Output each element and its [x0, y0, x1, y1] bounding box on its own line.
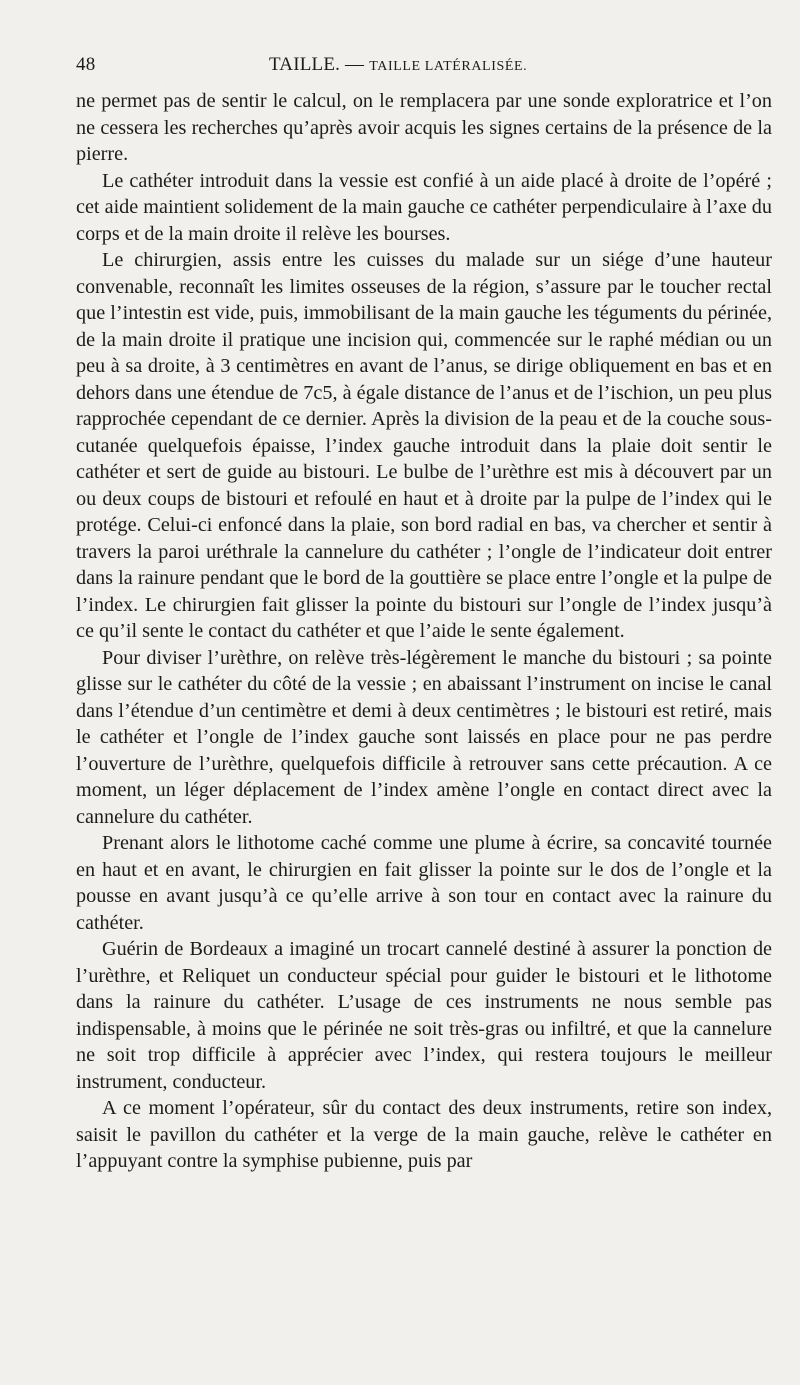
paragraph: A ce moment l’opérateur, sûr du contact des deux instruments, retire son index, saisit le pavillon du cathéter et la verge de la main gauche, relève le cathéter en l’appuyant contre la symphise pubienne, puis par — [76, 1097, 772, 1172]
body-text — [76, 88, 772, 1175]
running-header — [76, 50, 772, 80]
paragraph: Guérin de Bordeaux a imaginé un trocart cannelé destiné à assurer la ponction de l’urèthre, et Reliquet un conducteur spécial pour guider le bistouri et le lithotome dans la rainure du cathéter. L’usage de ces instruments ne nous semble pas indispensable, à moins que le périnée ne soit très-gras ou infiltré, et que la cannelure ne soit trop difficile à apprécier avec l’index, qui restera toujours le meilleur instrument, conducteur. — [76, 938, 772, 1093]
running-title-sub: TAILLE LATÉRALISÉE. — [369, 59, 528, 74]
paragraph: Prenant alors le lithotome caché comme une plume à écrire, sa concavité tournée en haut et en avant, le chirurgien en fait glisser la pointe sur le dos de l’ongle et la pousse en avant jusqu’à ce qu’elle arrive à son tour en contact avec la rainure du cathéter. — [76, 832, 772, 934]
running-title — [269, 50, 527, 82]
running-title-main: TAILLE. — — [269, 54, 365, 75]
paragraph: Le chirurgien, assis entre les cuisses du malade sur un siége d’une hauteur convenable, reconnaît les limites osseuses de la région, s’assure par le toucher rectal que l’intestin est vide, puis, immobilisant de la main gauche les téguments du périnée, de la main droite il pratique une incision qui, commencée sur le raphé médian ou un peu à sa droite, à 3 centimètres en avant de l’anus, se dirige obliquement en bas et en dehors dans une étendue de 7c5, à égale distance de l’anus et de l’ischion, un peu plus rapprochée cependant de ce dernier. Après la division de la peau et de la couche sous-cutanée quelquefois épaisse, l’index gauche introduit dans la plaie doit sentir le cathéter et sert de guide au bistouri. Le bulbe de l’urèthre est mis à découvert par un ou deux coups de bistouri et refoulé en haut et à droite par la pulpe de l’index qui le protége. Celui-ci enfoncé dans la plaie, son bord radial en bas, va chercher et sentir à travers la paroi uréthrale la cannelure du cathéter ; l’ongle de l’indicateur doit entrer dans la rainure pendant que le bord de la gouttière se place entre l’ongle et la pulpe de l’index. Le chirurgien fait glisser la pointe du bistouri sur l’ongle de l’index jusqu’à ce qu’il sente le contact du cathéter et que l’aide le sente également. — [76, 249, 772, 642]
paragraph: ne permet pas de sentir le calcul, on le remplacera par une sonde exploratrice et l’on ne cessera les recherches qu’après avoir acquis les signes certains de la présence de la pierre. — [76, 90, 772, 165]
paragraph: Le cathéter introduit dans la vessie est confié à un aide placé à droite de l’opéré ; cet aide maintient solidement de la main gauche ce cathéter perpendiculaire à l’axe du corps et de la main droite il relève les bourses. — [76, 169, 772, 245]
paragraph: Pour diviser l’urèthre, on relève très-légèrement le manche du bistouri ; sa pointe glisse sur le cathéter du côté de la vessie ; en abaissant l’instrument on incise le canal dans l’étendue d’un centimètre et demi à deux centimètres ; le bistouri est retiré, mais le cathéter et l’ongle de l’index gauche sont laissés en place pour ne pas perdre l’ouverture de l’urèthre, quelquefois difficile à retrouver sans cette précaution. A ce moment, un léger déplacement de l’index amène l’ongle en contact direct avec la cannelure du cathéter. — [76, 646, 772, 828]
page-number: 48 — [76, 54, 96, 75]
